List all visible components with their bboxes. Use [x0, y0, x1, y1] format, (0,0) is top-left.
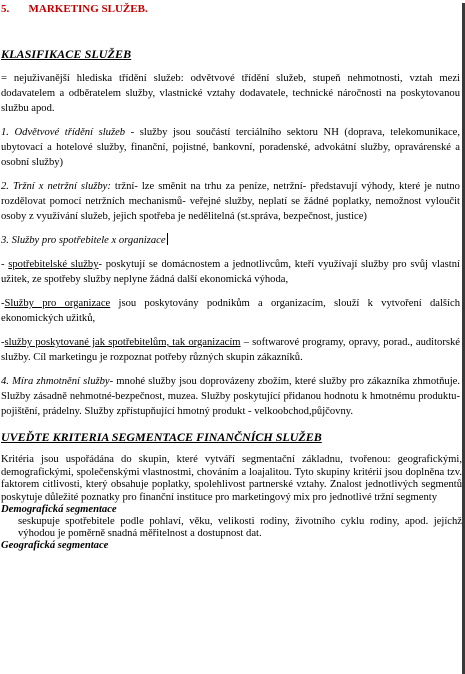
item-trzni-text: tržní- lze směnit na trhu za peníze, netržní- představují výhody, které je nutno rozdělovat pomocí netržních mechanismů- veřejné služby, neplatí se žádné poplatky, nemožnost vyloučit osoby z využívání služeb, jejich spotřeba je nedělitelná (st.správa, bezpečnost, justice): [1, 181, 460, 222]
item-trzni-title: 2. Tržní x netržní služby:: [1, 181, 111, 192]
item-zhmotneni: [1, 374, 462, 419]
kriteria-heading: UVEĎTE KRITERIA SEGMENTACE FINANČNÍCH SLUŽEB: [1, 430, 322, 444]
item-zhmotneni-title: 4. Míra zhmotnění služby: [1, 376, 110, 387]
item-odvetvove: [1, 125, 462, 170]
item-oboji: -služby poskytované jak spotřebitelům, tak organizacím – softwarové programy, opravy, porad., auditorské služby. Cíl marketingu je rozpoznat potřeby různých skupin zákazníků.: [1, 337, 460, 363]
spotrebitelske-link[interactable]: spotřebitelské služby: [8, 259, 99, 270]
item-zhmotneni-text: - mnohé služby jsou doprovázeny zbožím, které služby pro zákazníka zhmotňuje. Služby zásadně nehmotné-bezpečnost, muzea. Služby poskytující přidanou hodnotu k hmotnému produktu-pojištění, prádelny. Služby zpřístupňující hmotný produkt - velkoobchod,půjčovny.: [1, 376, 460, 417]
spotrebitelske-text: - poskytují se domácnostem a jednotlivcům, kteří využívají služby pro svůj vlastní užitek, ze spotřeby služby neplyne žádná další ekonomická výhoda,: [1, 259, 460, 285]
document-page: [0, 3, 465, 674]
item-odvetvove-text: - služby jsou součástí terciálního sektoru NH (doprava, telekomunikace, ubytovací a hotelové služby, finanční, pojistné, bankovní, poradenské, advokátní služby, opravárenské a osobní služby): [1, 127, 460, 168]
demografie-text: seskupuje spotřebitele podle pohlaví, věku, velikosti rodiny, životního cyklu rodiny, apod. jejíchž výhodou je poměrně snadná měřitelnost a dostupnost dat.: [18, 516, 462, 539]
item-odvetvove-title: 1. Odvětvové třídění služeb: [1, 127, 126, 138]
section-heading: 5. MARKETING SLUŽEB.: [1, 3, 148, 15]
text-cursor: [167, 233, 168, 245]
demografie-heading: Demografická segmentace: [1, 504, 117, 515]
klasifikace-heading: KLASIFIKACE SLUŽEB: [1, 47, 132, 61]
item-spotrebitele-title: 3. Služby pro spotřebitele x organizace: [1, 235, 166, 246]
organizace-link[interactable]: Služby pro organizace: [4, 298, 111, 309]
geografie-heading: Geografická segmentace: [1, 540, 109, 551]
klasifikace-intro: = nejuživanější hlediska třídění služeb: odvětvové třídění služeb, stupeň nehmotnosti, vztah mezi dodavatelem a odběratelem služby, vlastnické vztahy dodavatele, technické náročnosti na poskytovanou službu apod.: [1, 73, 460, 114]
item-trzni: [1, 179, 462, 224]
oboji-text: – softwarové programy, opravy, porad., auditorské služby. Cíl marketingu je rozpoznat potřeby různých skupin zákazníků.: [1, 337, 460, 363]
item-spotrebitele: [1, 233, 462, 248]
organizace-text: jsou poskytovány podnikům a organizacím, slouží k vytvoření dalších ekonomických užitků,: [1, 298, 460, 324]
oboji-link[interactable]: služby poskytované jak spotřebitelům, tak organizacím: [4, 337, 241, 348]
kriteria-paragraph: Kritéria jsou uspořádána do skupin, které vytváří segmentační základnu, tvořenou: geografickými, demografickými, společenskými vlastnostmi, chováním a loajalitou. Tyto skupiny kritérií jsou doplněna tzv. faktorem citlivosti, který obsahuje poplatky, spolehlivost partnerské vztahy. Znalost jednotlivých segmentů poskytuje důležité poznatky pro finanční instituce pro marketingový mix pro jednotlivé tržní segmenty: [1, 454, 462, 503]
item-spotrebitelske: - spotřebitelské služby- poskytují se domácnostem a jednotlivcům, kteří využívají služby pro svůj vlastní užitek, ze spotřeby služby neplyne žádná další ekonomická výhoda,: [1, 259, 460, 285]
item-organizace: -Služby pro organizace jsou poskytovány podnikům a organizacím, slouží k vytvoření dalších ekonomických užitků,: [1, 298, 460, 324]
